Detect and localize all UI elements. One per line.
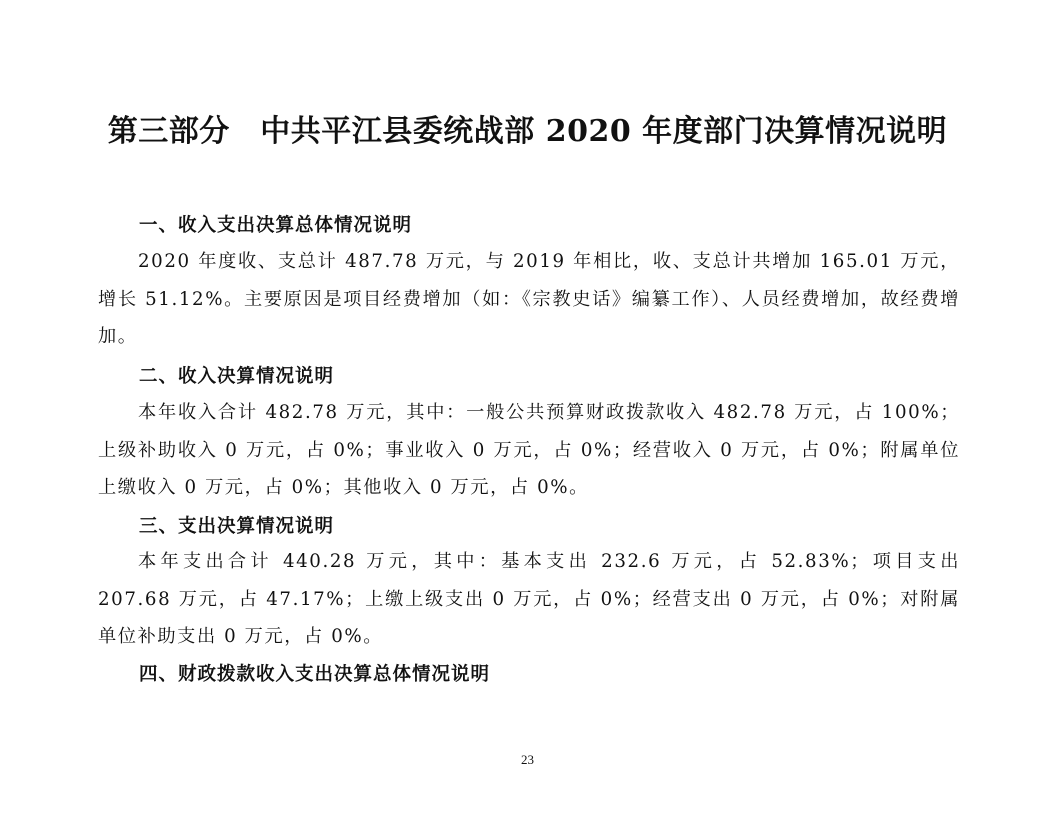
section-paragraph-3: 本年支出合计 440.28 万元，其中：基本支出 232.6 万元，占 52.83%；项目支出 207.68 万元，占 47.17%；上缴上级支出 0 万元，占 0%；经营支出 0 万元，占 0%；对附属单位补助支出 0 万元，占 0%。 [98,551,960,647]
document-title: 第三部分 中共平江县委统战部 2020 年度部门决算情况说明 [107,114,948,149]
section-heading-1: 一、收入支出决算总体情况说明 [139,215,413,236]
section-paragraph-2: 本年收入合计 482.78 万元，其中：一般公共预算财政拨款收入 482.78 万元，占 100%；上级补助收入 0 万元，占 0%；事业收入 0 万元，占 0%；经营收入 0 万元，占 0%；附属单位上缴收入 0 万元，占 0%；其他收入 0 万元，占 0%。 [98,402,960,498]
section-heading-4: 四、财政拨款收入支出决算总体情况说明 [139,664,491,685]
section-heading-3: 三、支出决算情况说明 [139,516,335,537]
section-heading-2: 二、收入决算情况说明 [139,366,335,387]
section-paragraph-1: 2020 年度收、支总计 487.78 万元，与 2019 年相比，收、支总计共增加 165.01 万元，增长 51.12%。主要原因是项目经费增加（如：《宗教史话》编纂工作）、人员经费增加，故经费增加。 [98,251,960,347]
page-number: 23 [521,752,534,767]
